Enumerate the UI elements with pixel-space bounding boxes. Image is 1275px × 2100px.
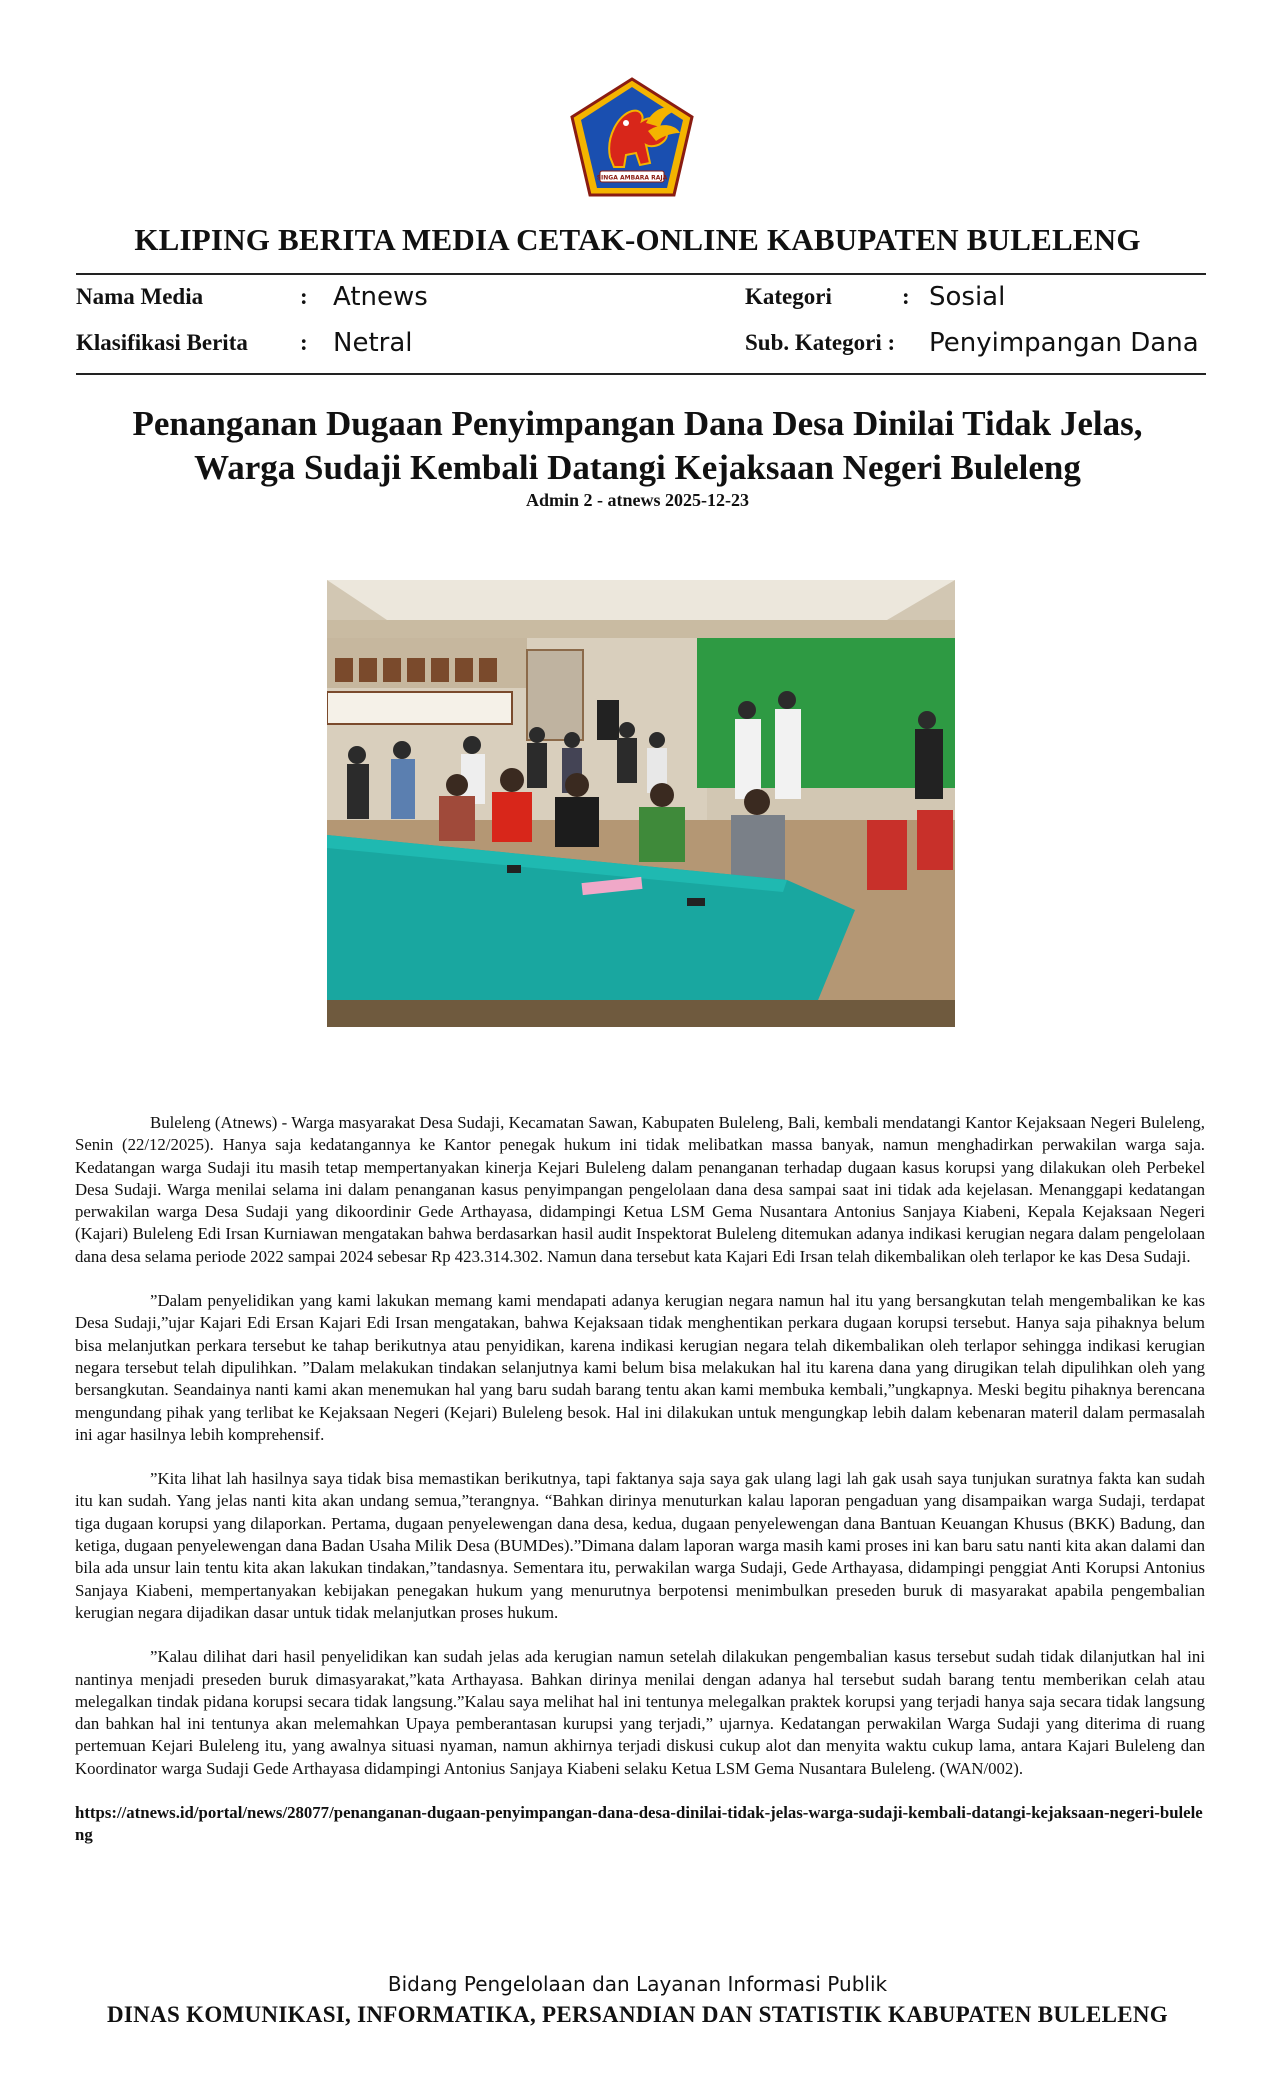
article-title-line-1: Penanganan Dugaan Penyimpangan Dana Desa Dinilai Tidak Jelas,	[132, 404, 1143, 443]
category-colon: :	[902, 284, 910, 309]
article-title-line-2: Warga Sudaji Kembali Datangi Kejaksaan Negeri Buleleng	[194, 448, 1081, 487]
media-name-value: Atnews	[333, 282, 428, 312]
buleleng-crest-logo	[566, 75, 698, 199]
news-classification-label: Klasifikasi Berita	[76, 330, 248, 355]
clipping-header-title: KLIPING BERITA MEDIA CETAK-ONLINE KABUPATEN BULELENG	[134, 222, 1141, 257]
article-paragraph-1: Buleleng (Atnews) - Warga masyarakat Desa Sudaji, Kecamatan Sawan, Kabupaten Buleleng, Bali, kembali mendatangi Kantor Kejaksaan Negeri Buleleng, Senin (22/12/2025). Hanya saja kedatangannya ke Kantor penegak hukum ini tidak melibatkan massa banyak, namun menghadirkan perwakilan warga saja. Kedatangan warga Sudaji itu masih tetap mempertanyakan kinerja Kejari Buleleng dalam penanganan terhadap dugaan kasus korupsi yang dilakukan oleh Perbekel Desa Sudaji. Warga menilai selama ini dalam penanganan kasus penyimpangan pengelolaan dana desa sampai saat ini tidak ada kejelasan. Menanggapi kedatangan perwakilan warga Desa Sudaji yang dikoordinir Gede Arthayasa, didampingi Ketua LSM Gema Nusantara Antonius Sanjaya Kiabeni, Kepala Kejaksaan Negeri (Kajari) Buleleng Edi Irsan Kurniawan mengatakan bahwa berdasarkan hasil audit Inspektorat Buleleng ditemukan adanya indikasi kerugian negara dalam pengelolaan dana desa selama periode 2022 sampai 2024 sebesar Rp 423.314.302. Namun dana tersebut kata Kajari Edi Irsan telah dikembalikan oleh terlapor ke kas Desa Sudaji.	[75, 1113, 1205, 1266]
category-label: Kategori	[745, 284, 832, 309]
article-paragraph-4: ”Kalau dilihat dari hasil penyelidikan kan sudah jelas ada kerugian namun setelah dilakukan pengembalian kasus tersebut sudah tidak dilanjutkan hal ini nantinya menjadi preseden buruk dimasyarakat,”kata Arthayasa. Bahkan dirinya menilai dengan adanya hal tersebut sudah barang tentu memberikan celah atau melegalkan tindak pidana korupsi secara tidak langsung.”Kalau saya melihat hal ini tentunya melegalkan praktek korupsi yang terjadi hanya saja secara tidak langsung dan bahkan hal ini tentunya akan melemahkan Upaya pemberantasan kurupsi yang terjadi,” ujarnya. Kedatangan perwakilan Warga Sudaji yang diterima di ruang pertemuan Kejari Buleleng itu, yang awalnya situasi nyaman, namun akhirnya terjadi diskusi cukup alot dan menyita waktu cukup lama, antara Kajari Buleleng dan Koordinator warga Sudaji Gede Arthayasa didampingi Antonius Sanjaya Kiabeni selaku Ketua LSM Gema Nusantara Buleleng. (WAN/002).	[75, 1647, 1205, 1778]
category-value: Sosial	[929, 282, 1006, 312]
header-rule-bottom	[76, 373, 1206, 375]
article-paragraph-3: ”Kita lihat lah hasilnya saya tidak bisa memastikan berikutnya, tapi faktanya saja saya gak ulang lagi lah gak usah saya tunjukan suratnya fakta kan sudah itu kan sudah. Yang jelas nanti kita akan undang semua,”terangnya. “Bahkan dirinya menuturkan kalau laporan pengaduan yang disampaikan warga Sudaji, terdapat tiga dugaan korupsi yang dilaporkan. Pertama, dugaan penyelewengan dana desa, kedua, dugaan penyelewengan dana Bantuan Keuangan Khusus (BKK) Badung, dan ketiga, dugaan penyelewengan dana Badan Usaha Milik Desa (BUMDes).”Dimana dalam laporan warga masih kami proses ini kan baru satu nanti kita akan dalami dan bila ada unsur lain tentu kita akan lakukan tindakan,”tandasnya. Sementara itu, perwakilan warga Sudaji, Gede Arthayasa, didampingi penggiat Anti Korupsi Antonius Sanjaya Kiabeni, mempertanyakan kebijakan penegakan hukum yang menurutnya berpotensi menimbulkan preseden buruk di masyarakat apabila pengembalian kerugian negara dijadikan dasar untuk tidak melanjutkan proses hukum.	[75, 1469, 1205, 1622]
media-name-label: Nama Media	[76, 284, 204, 309]
subcategory-value: Penyimpangan Dana	[929, 328, 1199, 358]
news-classification-value: Netral	[333, 328, 413, 358]
article-byline: Admin 2 - atnews 2025-12-23	[526, 490, 749, 510]
footer-agency: DINAS KOMUNIKASI, INFORMATIKA, PERSANDIAN DAN STATISTIK KABUPATEN BULELENG	[107, 2002, 1168, 2027]
media-name-colon: :	[300, 284, 308, 309]
article-paragraph-2: ”Dalam penyelidikan yang kami lakukan memang kami mendapati adanya kerugian negara namun hal itu yang bersangkutan telah mengembalikan ke kas Desa Sudaji,”ujar Kajari Edi Ersan Kajari Edi Irsan mengatakan, bahwa Kejaksaan tidak menghentikan perkara dugaan korupsi tersebut. Hanya saja pihaknya belum bisa melanjutkan perkara tersebut ke tahap berikutnya atau penyidikan, karena indikasi kerugian negara telah dikembalikan oleh terlapor sehingga indikasi kerugian negara tersebut telah dipulihkan. ”Dalam melakukan tindakan selanjutnya kami belum bisa melakukan hal itu karena dana yang dirugikan telah dipulihkan oleh yang bersangkutan. Seandainya nanti kami akan menemukan hal yang baru sudah barang tentu akan kami membuka kembali,”ungkapnya. Meski begitu pihaknya berencana mengundang pihak yang terlibat ke Kejaksaan Negeri (Kejari) Buleleng besok. Hal ini dilakukan untuk mengungkap lebih dalam kebenaran materil dalam permasalah ini agar hasilnya lebih komprehensif.	[75, 1291, 1205, 1444]
subcategory-label: Sub. Kategori :	[745, 330, 896, 355]
news-classification-colon: :	[300, 330, 308, 355]
news-photo	[327, 580, 955, 1027]
article-body	[75, 1112, 1205, 1847]
footer-division: Bidang Pengelolaan dan Layanan Informasi Publik	[387, 1972, 888, 1996]
crest-motto: SINGA AMBARA RAJA	[596, 174, 668, 182]
source-link[interactable]: https://atnews.id/portal/news/28077/penanganan-dugaan-penyimpangan-dana-desa-dinilai-tidak-jelas-warga-sudaji-kembali-datangi-kejaksaan-negeri-buleleng	[75, 1803, 1203, 1845]
header-rule-top	[76, 273, 1206, 275]
article-title	[80, 402, 1195, 490]
